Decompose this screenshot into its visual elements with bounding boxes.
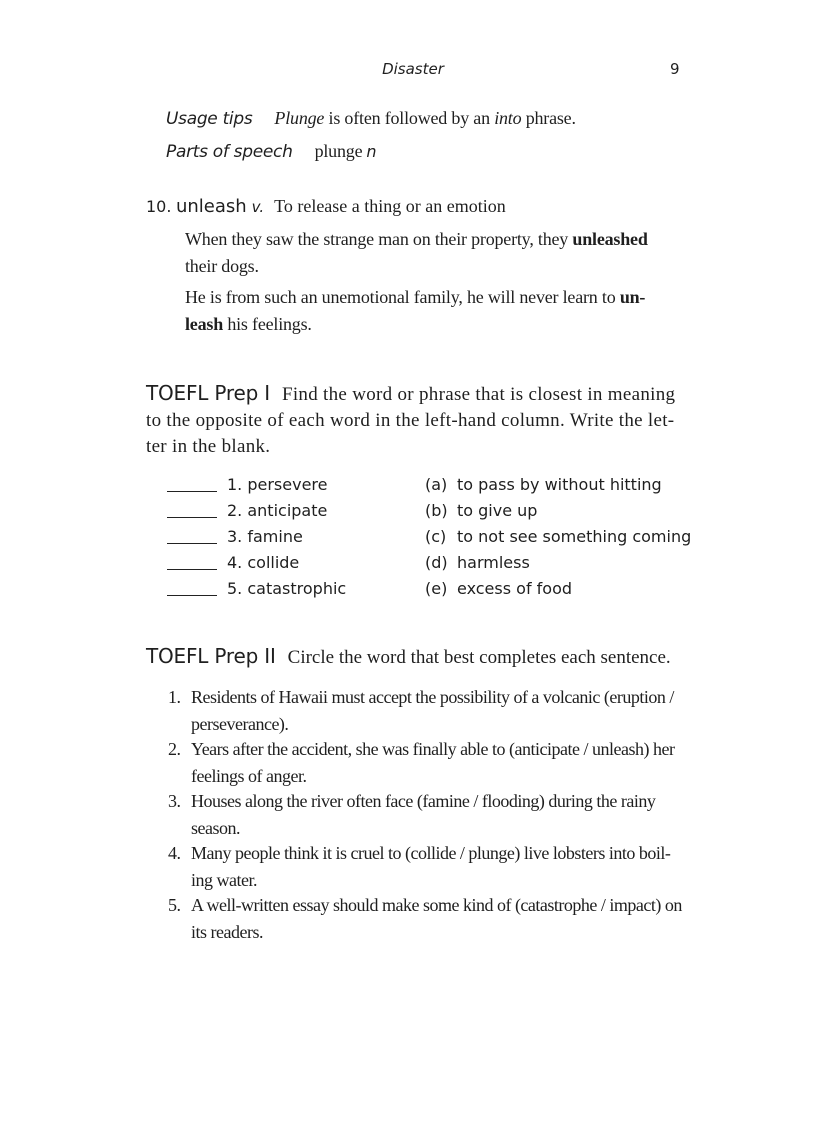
usage-text-end: phrase. bbox=[521, 108, 576, 128]
question-text: A well-written essay should make some kind of (catastrophe / impact) on its readers. bbox=[191, 895, 682, 942]
matching-term: 4. collide bbox=[227, 553, 300, 572]
matching-term: 1. persevere bbox=[227, 475, 328, 494]
parts-pos: n bbox=[366, 142, 377, 161]
toefl-prep-2-instructions bbox=[146, 644, 671, 669]
question-number: 1. bbox=[168, 687, 181, 707]
example-2-bold: un-leash bbox=[185, 287, 646, 334]
example-2-before: He is from such an unemotional family, he will never learn to bbox=[185, 287, 620, 307]
option-letter: (c) bbox=[425, 527, 447, 546]
page-number: 9 bbox=[670, 60, 680, 78]
answer-blank[interactable] bbox=[167, 517, 217, 518]
option-text: excess of food bbox=[457, 579, 573, 598]
option-text: to give up bbox=[457, 501, 538, 520]
usage-tips-label: Usage tips bbox=[166, 109, 253, 129]
option-letter: (b) bbox=[425, 501, 448, 520]
parts-of-speech bbox=[166, 141, 377, 162]
entry-definition: To release a thing or an emotion bbox=[274, 196, 506, 216]
question-number: 2. bbox=[168, 739, 181, 759]
entry-word: unleash bbox=[175, 196, 247, 217]
option-text: harmless bbox=[457, 553, 530, 572]
question-text: Years after the accident, she was finally able to (anticipate / unleash) her feelings of anger. bbox=[191, 739, 675, 786]
usage-tips bbox=[166, 108, 576, 129]
toefl-prep-1-instructions bbox=[146, 380, 686, 460]
answer-blank[interactable] bbox=[167, 543, 217, 544]
matching-term: 3. famine bbox=[227, 527, 303, 546]
example-sentence-1 bbox=[185, 226, 665, 280]
example-1-before: When they saw the strange man on their property, they bbox=[185, 229, 573, 249]
entry-number: 10. bbox=[146, 197, 172, 216]
toefl-prep-1-heading: TOEFL Prep I bbox=[146, 381, 270, 405]
question-text: Many people think it is cruel to (collide / plunge) live lobsters into boil-ing water. bbox=[191, 843, 671, 890]
matching-term: 5. catastrophic bbox=[227, 579, 347, 598]
matching-term: 2. anticipate bbox=[227, 501, 328, 520]
usage-emph: into bbox=[494, 108, 522, 128]
toefl-prep-1-text: Find the word or phrase that is closest in meaning to the opposite of each word in the left-hand column. Write the let-ter in the blank. bbox=[146, 384, 676, 457]
question-number: 5. bbox=[168, 895, 181, 915]
running-header-title: Disaster bbox=[382, 60, 444, 78]
toefl-prep-2-heading: TOEFL Prep II bbox=[146, 644, 276, 668]
option-letter: (d) bbox=[425, 553, 448, 572]
toefl-prep-2-text: Circle the word that best completes each sentence. bbox=[287, 647, 671, 668]
option-letter: (a) bbox=[425, 475, 448, 494]
usage-word: Plunge bbox=[274, 108, 325, 128]
usage-text-mid: is often followed by an bbox=[324, 108, 495, 128]
option-text: to not see something coming bbox=[457, 527, 692, 546]
question-number: 4. bbox=[168, 843, 181, 863]
example-1-bold: unleashed bbox=[572, 229, 648, 249]
answer-blank[interactable] bbox=[167, 595, 217, 596]
answer-blank[interactable] bbox=[167, 569, 217, 570]
option-text: to pass by without hitting bbox=[457, 475, 662, 494]
question-text: Houses along the river often face (famine / flooding) during the rainy season. bbox=[191, 791, 656, 838]
parts-word: plunge bbox=[314, 141, 363, 161]
example-1-after: their dogs. bbox=[185, 256, 259, 276]
option-letter: (e) bbox=[425, 579, 448, 598]
entry-pos: v. bbox=[251, 198, 265, 216]
vocab-entry-unleash bbox=[146, 196, 506, 217]
question-number: 3. bbox=[168, 791, 181, 811]
question-text: Residents of Hawaii must accept the possibility of a volcanic (eruption / perseverance). bbox=[191, 687, 674, 734]
example-sentence-2 bbox=[185, 284, 665, 338]
example-2-after: his feelings. bbox=[223, 314, 312, 334]
answer-blank[interactable] bbox=[167, 491, 217, 492]
parts-label: Parts of speech bbox=[166, 142, 293, 162]
